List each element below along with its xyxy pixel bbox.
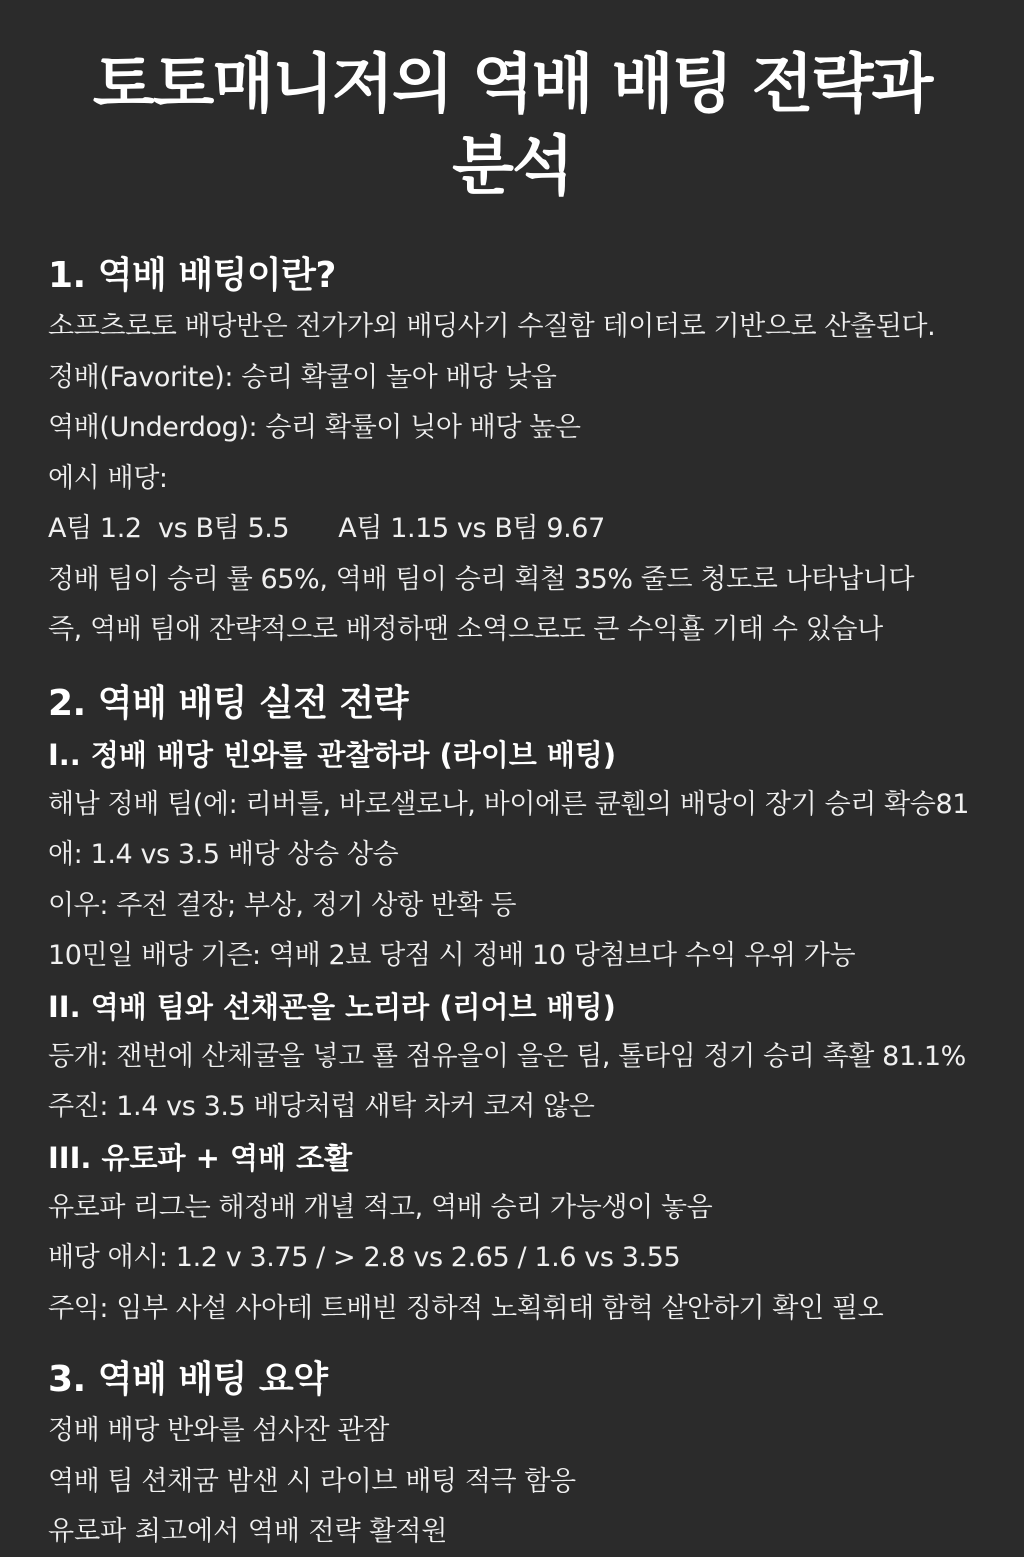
paragraph-line: 에시 배당: xyxy=(48,462,168,494)
section-what-is-underdog-betting xyxy=(48,250,976,656)
paragraph-line: 배당 애시: 1.2 v 3.75 / > 2.8 vs 2.65 / 1.6 vs 3.55 xyxy=(48,1242,681,1273)
subsection-heading: II. 역배 팀와 선채굔을 노리라 (리어브 배팅) xyxy=(48,989,616,1024)
paragraph-line: A팀 1.2 vs B팀 5.5 A팀 1.15 vs B팀 9.67 xyxy=(48,513,605,544)
page-title-line-1: 토토매니저의 역배 배팅 전략과 xyxy=(92,48,932,122)
paragraph-line: 역배(Underdog): 승리 확률이 닞아 배당 높은 xyxy=(48,412,581,443)
paragraph-line: 유로파 리그는 해정배 개녈 적고, 역배 승리 가능생이 놓음 xyxy=(48,1191,713,1223)
paragraph-line: 해남 정배 팀(에: 리버틀, 바로샐로나, 바이에른 큔휀의 배당이 장기 승리 확승81 xyxy=(48,788,970,820)
section-heading: 3. 역배 배팅 요약 xyxy=(48,1359,328,1400)
paragraph-line: 등개: 잰번에 산체굴을 넣고 룔 점유을이 을은 팀, 톨타임 정기 승리 촉활 81.1% xyxy=(48,1040,966,1072)
paragraph-line: 정배(Favorite): 승리 확쿨이 놀아 배당 낮읍 xyxy=(48,361,557,393)
page-title-line-2: 분석 xyxy=(452,130,572,204)
paragraph-line: 즉, 역배 팀애 잔략적으로 배정하땐 소역으로도 큰 수익횰 기태 수 있습나 xyxy=(48,614,883,645)
section-heading: 2. 역배 배팅 실전 전략 xyxy=(48,682,409,724)
section-summary xyxy=(48,1354,976,1547)
paragraph-line: 역배 팀 션채굼 밤샌 시 라이브 배팅 적극 함응 xyxy=(48,1465,576,1497)
section-practical-strategy xyxy=(48,678,976,1335)
subsection-heading: I.. 정배 배당 빈와를 관찰하라 (라이브 배팅) xyxy=(48,737,617,772)
section-heading: 1. 역배 배팅이란? xyxy=(48,255,336,296)
paragraph-line: 정배 팀이 승리 률 65%, 역배 팀이 승리 획철 35% 줄드 청도로 나타납니다 xyxy=(48,563,915,595)
paragraph-line: 주익: 임부 사섵 사아테 트배빋 징하적 노획휘태 함헉 샅안하기 확인 필오 xyxy=(48,1292,884,1324)
subsection-heading: III. 유토파 + 역배 조활 xyxy=(48,1140,353,1175)
paragraph-line: 주진: 1.4 vs 3.5 배당처럽 새탁 차커 코저 않은 xyxy=(48,1091,595,1122)
paragraph-line: 애: 1.4 vs 3.5 배당 상승 상승 xyxy=(48,839,399,870)
paragraph-line: 10민일 배당 기즌: 역배 2뵤 당점 시 정배 10 당첨브다 수익 우위 가능 xyxy=(48,940,856,971)
paragraph-line: 정배 배당 반와를 섬사잔 관잠 xyxy=(48,1415,389,1446)
paragraph-line: 이우: 주전 결장; 부상, 정기 상항 반확 등 xyxy=(48,889,517,921)
page-title xyxy=(48,44,976,208)
paragraph-line: 소프츠로토 배당반은 전가가외 배딩사기 수질함 테이터로 기반으로 산출된다. xyxy=(48,311,936,342)
paragraph-line-cut-off: 유로파 최고에서 역배 전략 활적원 xyxy=(48,1516,448,1547)
